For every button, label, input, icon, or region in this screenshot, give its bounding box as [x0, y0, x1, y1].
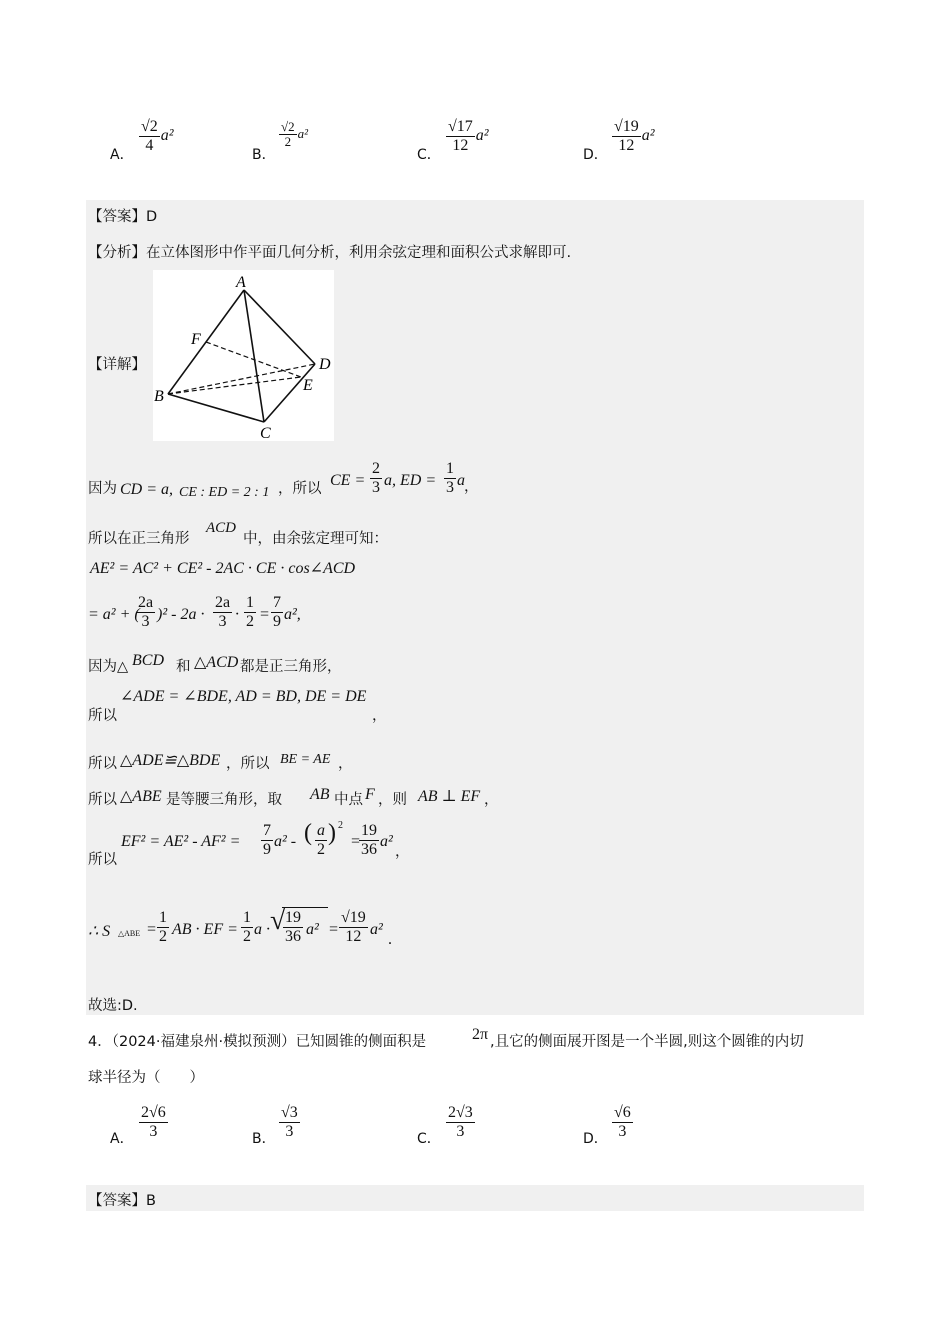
text: ，则 — [378, 792, 407, 808]
frac-tail: a² — [160, 126, 174, 144]
frac-tail: a² — [475, 126, 489, 144]
frac-num: 1 — [246, 594, 254, 611]
tetrahedron-figure — [153, 270, 334, 441]
math: a² — [306, 921, 319, 938]
analysis-label: 【分析】 — [88, 245, 146, 261]
frac-den: 12 — [345, 927, 362, 945]
frac-den: 2 — [159, 927, 167, 945]
text: ， — [372, 708, 387, 724]
math: a², — [284, 606, 301, 623]
option-label: C． — [417, 1131, 441, 1147]
math: a² - — [274, 833, 297, 850]
text: 都是正三角形， — [240, 659, 342, 675]
text: ， — [395, 844, 410, 860]
math: a · — [254, 921, 270, 938]
answer-line: 【答案】D — [88, 209, 158, 225]
text: 是等腰三角形，取 — [166, 792, 282, 808]
text: ， — [484, 792, 499, 808]
math: △ADE≌△BDE — [120, 752, 221, 769]
frac-num: 1 — [159, 909, 167, 926]
math: ∠ADE = ∠BDE, AD = BD, DE = DE — [120, 688, 367, 705]
frac-num: 2 — [372, 460, 380, 477]
text: 所以在正三角形 — [88, 531, 190, 547]
option-label: A． — [110, 147, 134, 163]
math: a, ED = — [384, 472, 437, 489]
analysis-line — [88, 241, 571, 262]
math: a — [457, 472, 465, 489]
frac-tail: a² — [297, 125, 309, 141]
math: EF² = AE² - AF² = — [121, 833, 241, 850]
question-text: 4．（2024·福建泉州·模拟预测）已知圆锥的侧面积是 — [88, 1034, 427, 1050]
frac-num: 1 — [446, 460, 454, 477]
math: AB · EF = — [172, 921, 238, 938]
math: F — [365, 786, 375, 803]
frac-num: √2 — [281, 119, 295, 134]
frac-den: 3 — [618, 1122, 627, 1140]
frac-den: 3 — [141, 612, 150, 630]
math: = — [328, 921, 339, 938]
frac-num: 7 — [263, 822, 271, 839]
frac-den: 3 — [218, 612, 227, 630]
math: CE : ED = 2 : 1 — [179, 485, 270, 500]
text: ，所以 — [278, 481, 322, 497]
math: a² — [380, 833, 393, 850]
frac-den: 2 — [284, 134, 292, 150]
math: CE = — [330, 472, 366, 489]
math: AB — [310, 786, 330, 803]
point-e-label: E — [303, 377, 313, 394]
option-label: D． — [583, 147, 608, 163]
frac-num: 2√6 — [141, 1104, 166, 1121]
frac-num: 2a — [138, 594, 154, 611]
frac-num: a — [317, 822, 325, 839]
analysis-text: 在立体图形中作平面几何分析，利用余弦定理和面积公式求解即可. — [146, 245, 572, 261]
frac-num: 2a — [215, 594, 231, 611]
frac-num: 1 — [243, 909, 251, 926]
text: ，所以 — [226, 756, 270, 772]
frac-den: 9 — [273, 612, 281, 630]
frac-den: 3 — [372, 478, 380, 496]
frac-num: 7 — [273, 594, 281, 611]
frac-den: 12 — [452, 136, 469, 154]
math: = — [146, 921, 157, 938]
frac-den: 2 — [246, 612, 254, 630]
derivation-line-3: AE² = AC² + CE² - 2AC · CE · cos∠ACD — [90, 560, 356, 577]
math: = a² + ( — [88, 606, 140, 623]
text: ， — [338, 756, 353, 772]
detail-label: 【详解】 — [88, 357, 146, 373]
question-text: 球半径为（ ） — [88, 1070, 204, 1086]
frac-den: 3 — [149, 1122, 158, 1140]
math: BE = AE — [280, 752, 331, 767]
option-label: B． — [252, 1131, 276, 1147]
text: 所以 — [88, 708, 117, 724]
math: △ABE — [120, 788, 162, 805]
subscript: △ABE — [118, 929, 141, 938]
text: 因为 — [88, 481, 117, 497]
text: 因为△ — [88, 659, 129, 675]
math: )² - 2a · — [157, 606, 205, 623]
frac-tail: a² — [641, 126, 655, 144]
math: AB ⊥ EF — [418, 788, 481, 805]
q4-answer-line: 【答案】B — [88, 1193, 156, 1209]
text: 所以 — [88, 756, 117, 772]
point-f-label: F — [191, 331, 201, 348]
vertex-a-label: A — [236, 274, 246, 291]
math: = — [350, 833, 361, 850]
frac-den: 12 — [618, 136, 635, 154]
math: 2π — [472, 1026, 489, 1043]
math: BCD — [132, 652, 164, 669]
math: = — [259, 606, 270, 623]
frac-num: 2√3 — [448, 1104, 473, 1121]
frac-den: 4 — [145, 136, 154, 154]
math: · — [235, 606, 239, 623]
vertex-d-label: D — [319, 356, 331, 373]
frac-den: 2 — [243, 927, 251, 945]
frac-num: 19 — [285, 909, 301, 926]
text: ， — [464, 479, 479, 495]
text: 和 — [176, 659, 191, 675]
frac-den: 3 — [456, 1122, 465, 1140]
option-label: C． — [417, 147, 441, 163]
frac-den: 3 — [446, 478, 454, 496]
frac-num: 19 — [361, 822, 377, 839]
vertex-c-label: C — [260, 425, 271, 441]
frac-num: √2 — [141, 118, 158, 135]
text: 中，由余弦定理可知： — [243, 531, 388, 547]
frac-num: √3 — [281, 1104, 298, 1121]
vertex-b-label: B — [154, 388, 164, 405]
frac-den: 9 — [263, 840, 271, 858]
math: CD = a, — [120, 481, 174, 498]
frac-den: 2 — [317, 840, 325, 858]
choose-line: 故选:D. — [88, 998, 138, 1014]
frac-num: √17 — [448, 118, 473, 135]
math: ∴ S — [88, 923, 111, 940]
frac-num: √19 — [614, 118, 639, 135]
question-text: ,且它的侧面展开图是一个半圆,则这个圆锥的内切 — [490, 1034, 804, 1050]
math: . — [388, 931, 392, 948]
math: △ACD — [194, 654, 239, 671]
frac-den: 36 — [285, 927, 301, 945]
math: a² — [370, 921, 383, 938]
text: 所以 — [88, 792, 117, 808]
frac-num: √6 — [614, 1104, 631, 1121]
option-label: B． — [252, 147, 276, 163]
frac-den: 3 — [285, 1122, 294, 1140]
text: 所以 — [88, 852, 117, 868]
frac-num: √19 — [341, 909, 366, 926]
answer-block — [86, 1185, 864, 1211]
frac-den: 36 — [361, 840, 377, 858]
text: 中点 — [334, 792, 363, 808]
option-label: D． — [583, 1131, 608, 1147]
math: ACD — [206, 520, 236, 536]
option-label: A． — [110, 1131, 134, 1147]
